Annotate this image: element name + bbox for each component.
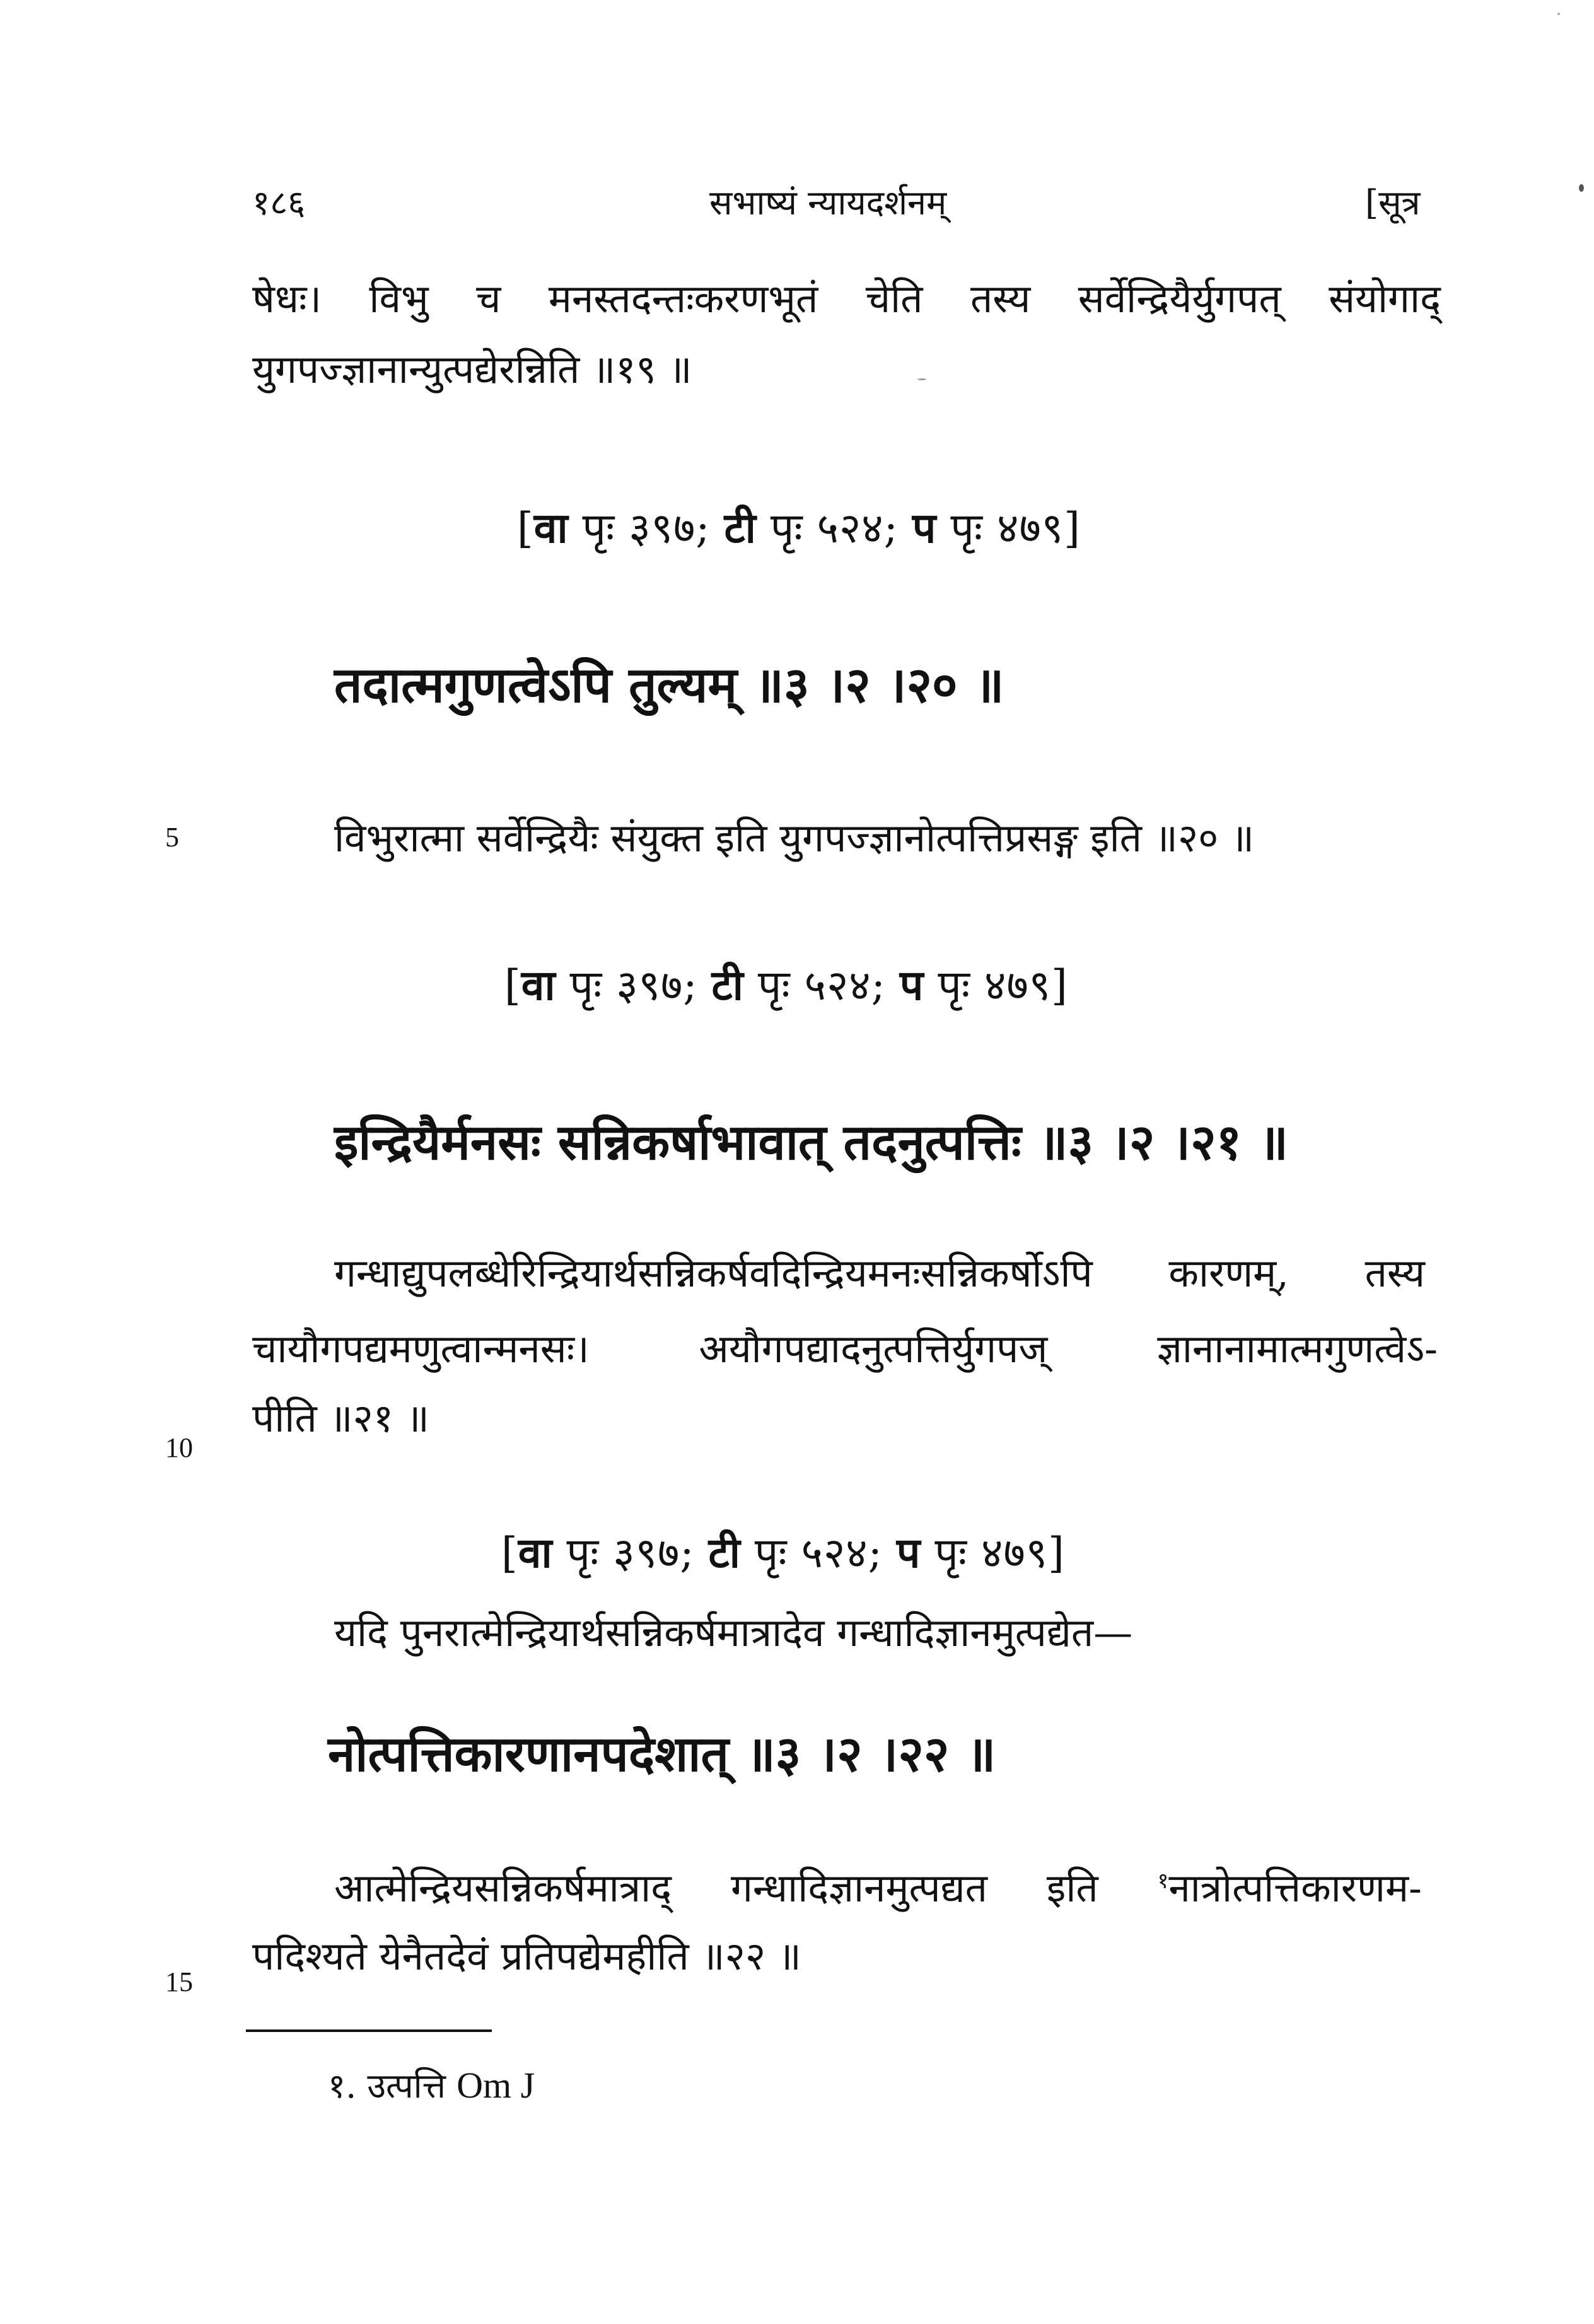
ref-open: [ [504, 961, 521, 1010]
paragraph-3-word: ज्ञानानामात्मगुणत्वेऽ- [1157, 1326, 1438, 1372]
sutra-21: इन्द्रियैर्मनसः सन्निकर्षाभावात् तदनुत्पत्तिः ॥३ ।२ ।२१ ॥ [334, 1114, 1289, 1171]
paragraph-3-line-2 [252, 1321, 1438, 1374]
page-number: १८६ [252, 183, 306, 223]
ref-pa-page: पृः ४७९ [921, 1529, 1049, 1577]
ref-ti-page: पृः ५२४; [756, 504, 912, 552]
sutra-20: तदात्मगुणत्वेऽपि तुल्यम् ॥३ ।२ ।२० ॥ [334, 657, 1004, 714]
ref-open: [ [517, 504, 534, 552]
footnote-sources: Om J [457, 2065, 535, 2106]
ref-ti-page: पृः ५२४; [743, 961, 900, 1010]
paragraph-3-word: अयौगपद्यादनुत्पत्तिर्युगपज् [699, 1326, 1048, 1372]
ref-va: वा [533, 503, 569, 552]
paragraph-3-line-3: पीति ॥२१ ॥ [252, 1395, 429, 1441]
paragraph-1-word: संयोगाद् [1329, 276, 1441, 322]
sutra-22: नोत्पत्तिकारणानपदेशात् ॥३ ।२ ।२२ ॥ [328, 1725, 996, 1783]
ref-pa-page: पृः ४७९ [936, 504, 1064, 552]
paragraph-3-line-1 [334, 1246, 1425, 1299]
paragraph-5-word: इति [1046, 1865, 1098, 1911]
footnote-rule [246, 2029, 492, 2032]
paragraph-5-word-tail: नात्रोत्पत्तिकारणम- [1168, 1865, 1422, 1911]
paragraph-3-word: चायौगपद्यमणुत्वान्मनसः। [252, 1326, 590, 1372]
ref-ti-page: पृः ५२४; [740, 1529, 897, 1577]
ref-ti: टी [724, 503, 757, 552]
paragraph-1-word: चेति [865, 276, 923, 322]
ref-open: [ [501, 1529, 518, 1577]
footnote-number: १. [328, 2066, 357, 2106]
line-number-10: 10 [165, 1432, 193, 1463]
paragraph-1-word: तस्य [970, 276, 1031, 322]
reference-line-2 [504, 955, 1068, 1012]
ref-ti: टी [708, 1528, 741, 1577]
ref-pa: प [912, 503, 937, 552]
footnote [328, 2061, 535, 2108]
ref-va: वा [518, 1528, 553, 1577]
ref-pa: प [899, 961, 924, 1010]
paragraph-3-word: तस्य [1364, 1250, 1425, 1296]
footnote-marker: १ [1157, 1868, 1169, 1894]
paragraph-5-word: गन्धादिज्ञानमुत्पद्यत [730, 1865, 987, 1911]
paragraph-1-word: विभु [369, 276, 429, 322]
paragraph-2-line-1: विभुरात्मा सर्वेन्द्रियैः संयुक्त इति युगपज्ज्ञानोत्पत्तिप्रसङ्ग इति ॥२० ॥ [334, 815, 1255, 861]
paragraph-1-line-2: युगपज्ज्ञानान्युत्पद्येरन्निति ॥१९ ॥ [252, 346, 692, 392]
reference-line-3 [501, 1523, 1065, 1580]
running-title: सभाष्यं न्यायदर्शनम् [709, 183, 947, 223]
paragraph-3-word: कारणम्, [1168, 1250, 1289, 1296]
paragraph-1-line-1 [252, 271, 1441, 324]
scan-speck [1579, 184, 1584, 192]
ref-va-page: पृः ३९७; [556, 961, 712, 1010]
ref-va-page: पृः ३९७; [568, 504, 724, 552]
ref-close: ] [1064, 504, 1081, 552]
paragraph-5-line-1 [334, 1860, 1422, 1913]
paragraph-1-word: मनस्तदन्तःकरणभूतं [548, 276, 818, 322]
line-number-5: 5 [165, 822, 179, 853]
paragraph-1-word: च [475, 276, 501, 322]
scan-speck [917, 378, 926, 380]
section-label: [सूत्र [1365, 183, 1421, 223]
ref-close: ] [1051, 961, 1068, 1010]
paragraph-5-word: आत्मेन्द्रियसन्निकर्षमात्राद् [334, 1865, 672, 1911]
ref-pa: प [896, 1528, 921, 1577]
paragraph-1-word: सर्वेन्द्रियैर्युगपत् [1078, 276, 1281, 322]
line-number-15: 15 [165, 1966, 193, 1997]
paragraph-1-word: षेधः। [252, 276, 322, 322]
ref-ti: टी [711, 961, 744, 1010]
paragraph-4-line-1: यदि पुनरात्मेन्द्रियार्थसन्निकर्षमात्रादेव गन्धादिज्ञानमुत्पद्येत— [334, 1609, 1133, 1655]
paragraph-3-word: गन्धाद्युपलब्धेरिन्द्रियार्थसन्निकर्षवदिन्द्रियमनःसन्निकर्षोऽपि [334, 1250, 1093, 1296]
reference-line-1 [517, 498, 1081, 555]
ref-va-page: पृः ३९७; [552, 1529, 709, 1577]
ref-pa-page: पृः ४७९ [924, 961, 1052, 1010]
ref-va: वा [521, 961, 556, 1010]
footnote-word: उत्पत्ति [367, 2066, 446, 2106]
paragraph-5-line-2: पदिश्यते येनैतदेवं प्रतिपद्येमहीति ॥२२ ॥ [252, 1933, 801, 1979]
paragraph-5-word [1158, 1860, 1422, 1913]
scan-speck [1557, 13, 1560, 15]
ref-close: ] [1048, 1529, 1065, 1577]
